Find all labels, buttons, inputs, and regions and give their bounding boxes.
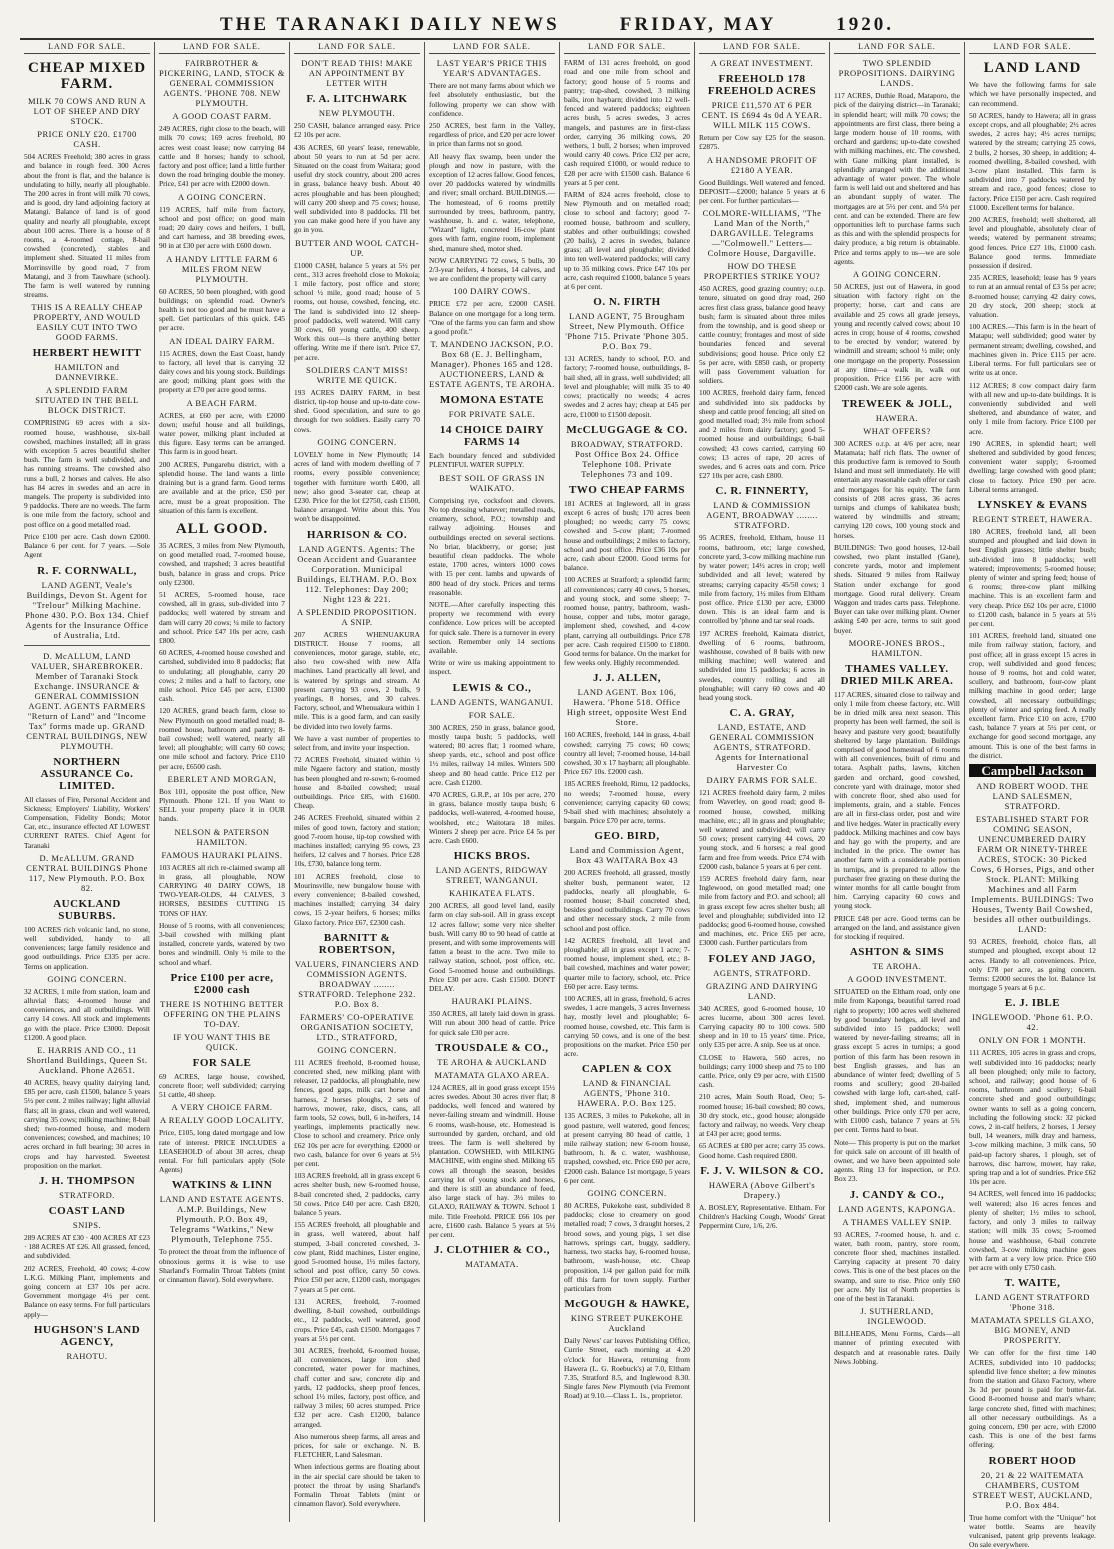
column-heading: LAND FOR SALE.	[294, 42, 420, 54]
ad-subheading: HOW DO THESE PROPERTIES STRIKE YOU?	[703, 261, 821, 282]
ad-subheading: GOING CONCERN.	[317, 436, 397, 447]
ad-body: COMPRISING 69 acres with a six-roomed house, washhouse, six-bail cowshed, machines installed; all in grass with exception 5 acres beautiful shelter bush. The farm is well subdivided, and has running streams. The cowshed also runs a bull, 2 horses and calves. He also has 84 acres in swedes and an acre in mangels. The property is subdivided into 9 paddocks. There are no weeds. The farm is one mile from the factory, school and post office on a good metalled road.	[24, 418, 150, 529]
ad-body: 60 ACRES, 4-roomed house cowshed and cartshed, subdivided into 8 paddocks; flat to undulating; all ploughable, carry 20 cows; 2 miles and a half to factory, one mile school. Price £45 per acre, £1300 cash.	[159, 648, 285, 704]
ad-body: 80 ACRES, Pukekohe east, subdivided 8 paddocks; close to creamery on good metalled road; 7 cows, 3 draught horses, 2 brood sows, and young pigs, 1 set dise harrows, springs cart, buggy, saddlery, harness, two stacks hay, 6-roomed house, bathroom, wash-house, etc. Cheap proposition, 1/4 per gallon paid for milk off this farm for town supply. Further particulars from	[564, 1201, 690, 1293]
agent-name: FOLEY AND JAGO,	[708, 952, 816, 965]
ad-body: 60 ACRES, 50 been ploughed, with good buildings; on splendid road. Owner's health is not too good and he must have a spell. Get particulars of this quick. £45 per acre.	[159, 286, 285, 333]
ad-subheading: 100 DAIRY COWS.	[453, 286, 531, 297]
ad-subheading: GOING CONCERN.	[587, 1188, 667, 1199]
agent-name: O. N. FIRTH	[593, 296, 661, 309]
agent-name: Price £100 per acre, £2000 cash	[170, 971, 274, 996]
column-heading: LAND FOR SALE.	[969, 42, 1096, 54]
ad-body: Daily News' car leaves Publishing Office, Currie Street, each morning at 4.20 o'clock for Hawera, returning from Hawera (L. G. Roebuck's) at 7.0, Eltham 7.35, Stratford 8.5, and Inglewood 8.30. Single fares New Plymouth (via Fremont Road) at 9.10.—Class L. 1s., proprietor.	[564, 1336, 690, 1401]
ad-subheading: A GOOD COAST FARM.	[172, 111, 272, 122]
ad-subheading: SNIPS.	[72, 1219, 102, 1230]
ad-body: NOTE.—After carefully inspecting this property we recommend with every confidence. Low prices will be accepted for quick sale. There is a turnover in every section. Remember only 14 sections available.	[429, 599, 555, 655]
ad-body: 72 ACRES Freehold, situated within ½ mile Ngaere factory and station, mostly has been ploughed and re-sown; 6-roomed house and 8-bailed cowshed; usual outbuildings. Price £85, with £1600. Cheap.	[294, 755, 420, 811]
agent-name: T. WAITE,	[1004, 1277, 1061, 1290]
agent-name: J. J. ALLEN,	[592, 672, 662, 685]
agent-name: WATKINS & LINN	[171, 1179, 273, 1192]
ad-subheading: AND ROBERT WOOD. THE LAND SALESMEN, STRATFORD.	[976, 781, 1089, 812]
ad-body: Also numerous sheep farms, all areas and prices, for sale or exchange. N. B. FLETCHER, Land Salesman.	[294, 1431, 420, 1460]
ad-body: All classes of Fire, Personal Accident and Sickness; Employers' Liability, Workers' Compensation, Fidelity Bonds; Motor Car, etc., insurance effected AT LOWEST CURRENT RATES. Chief Agent for Taranaki	[24, 794, 150, 850]
ad-body: Box 101, opposite the post office, New Plymouth. Phone 121. If you Want to SELL your property place it in OUR hands.	[159, 786, 285, 824]
ad-body: 190 ACRES, in splendid heart; well sheltered and subdivided by good fences; convenient water supply; 6-roomed dwelling; large cowshed with good plant; close to factory. Price £90 per acre. Liberal terms arranged.	[969, 438, 1096, 494]
ad-subheading: FARMERS' CO-OPERATIVE ORGANISATION SOCIETY, LTD., STRATFORD,	[299, 1011, 415, 1042]
column-heading: LAND FOR SALE.	[159, 42, 285, 54]
ad-subheading: Land and Commission Agent, Box 43 WAITARA Box 43	[569, 845, 685, 866]
ad-body: 103 ACRES all rich re-claimed swamp all in grass, all ploughable, NOW CARRYING 40 DAIRY COWS, 18 TWO-YEAR-OLDS, 44 CALVES, 3 HORSES, BESIDES CUTTING 15 TONS OF HAY.	[159, 862, 285, 918]
ad-body: 155 ACRES freehold, all ploughable and in grass, well watered, about half stumped, 3-bail concreted cowshed, 3-cow plant, Ridd machines, Lister engine, good 5-roomed house, 1½ miles factory, school and post office, carry 50 cows. Price £50 per acre, £1200 cash, mortgages 7 years at 5 per cent.	[294, 1220, 420, 1294]
ad-body: 180 ACRES, freehold land, all been stumped and ploughed and laid down in best English grasses; little shelter bush; sub-divided into 8 paddocks; well watered; improvements; 5-roomed house; plenty of winter and spring feed; house of 6 rooms; three-cow plant milking machine. This is an excellent farm and very cheap. Price £62 10s per acre, £1000 to £1200 cash, balance in 5 years at 5½ per cent.	[969, 526, 1096, 628]
ad-body: Note— This property is put on the market for quick sale on account of ill health of owner, and we have been appointed sole agents. Ring 13 for inspection, or P.O. Box 23.	[834, 1137, 960, 1184]
ad-subheading: T. MANDENO JACKSON, P.O. Box 68 (E. J. Bellingham, Manager). Phones 165 and 128. AUCTIONEERS, LAND & ESTATE AGENTS, TE AROHA.	[429, 339, 555, 390]
ad-subheading: BROADWAY, STRATFORD. Post Office Box 24. Office Telephone 108. Private Telephones 73 and 109.	[570, 438, 684, 479]
agent-name: 14 CHOICE DAIRY FARMS 14	[439, 424, 545, 449]
ad-body: 111 ACRES freehold, 8-roomed house, concreted shed, new milking plant with releaser, 12 paddocks, all ploughable, new fences, good gaps, milk cart horse and harness, 2 horses ploughs, 2 sets of harrows, mower, rake, discs, cans, all farm tools, 52 cows, bull, 6 in-heifers, 14 yearlings, implements practically new. Close to school and creamery. Price only £62 10s per acre for everything. £2000 or two cash, balance for over 6 years at 5½ per cent.	[294, 1057, 420, 1169]
ad-subheading: THIS IS A REALLY CHEAP PROPERTY, AND WOULD EASILY CUT INTO TWO GOOD FARMS.	[31, 302, 143, 343]
ad-subheading: WHAT OFFERS?	[863, 425, 931, 436]
ad-body: Comprising rye, cocksfoot and clovers. No top dressing whatever; metalled roads, creamery, school, P.O.; township and railway adjoining. Houses and outbuildings erected on several sections. No briar, blackberry, or gorse; just beautiful clean paddocks. The whole estate, 1700 acres, winters 1000 cows with 15 per cent. lambs and upwards of 800 head of dry stock. Prices and terms reasonable.	[429, 495, 555, 597]
ad-body: 246 ACRES Freehold, situated within 2 miles of good town, factory and station; good 7-room house, tip-top cowshed with machines installed; carrying 95 cows, 23 heifers, 12 calves and 7 horses. Price £28 10s, £730, balance long term.	[294, 813, 420, 869]
ad-subheading: LAND, ESTATE, AND GENERAL COMMISSION AGENTS, STRATFORD. Agents for International Harvester Co	[709, 722, 815, 773]
agent-name: C. R. FINNERTY,	[715, 485, 809, 498]
ad-subheading: A SPLENDID FARM SITUATED IN THE BELL BLOCK DISTRICT.	[35, 385, 139, 416]
ad-body: Good Buildings. Well watered and fenced. DEPOSIT—£2000; balance 5 years at 6 per cent. For further particulars—	[699, 177, 825, 206]
agent-name: McGOUGH & HAWKE,	[564, 1298, 690, 1311]
column-heading: LAND FOR SALE.	[834, 42, 960, 54]
ad-subheading: LAND AGENT, Veale's Buildings, Devon St. Agent for "Trelour" Milking Machine. Phone 430. P.O. Box 134. Chief Agents for the Insurance Office of Australia, Ltd.	[25, 579, 149, 640]
ad-body: 181 ACRES at Ingleword, all in grass except 6 acres of bush; 170 acres been ploughed; no weeds; carry 75 cows; cowshed and 5-cow plant; 7-roomed house and outbuildings; 2 miles to factory, school and post office. Price £36 10s per acre, cash about £2000. Good terms for balance.	[564, 498, 690, 573]
agent-name: GEO. BIRD,	[594, 830, 660, 843]
ad-body: 300 ACRES o.r.p. at 4/6 per acre, near Matamata; half rich flats. The owner of this productive farm is removed to South Island and must sell immediately. He will entertain any reasonable cash offer or cash and mortgages for his equity. The farm consists of 208 acres grass, 36 acres turnips and clumps of kahikatea bush; watered by windmills and stream; carrying 120 cows, 100 young stock and horses.	[834, 438, 960, 540]
ad-subheading: A GOING CONCERN.	[177, 191, 267, 202]
ad-subheading: HAMILTON and DANNEVIRKE.	[54, 362, 120, 383]
ad-subheading: LAST YEAR'S PRICE THIS YEAR'S ADVANTAGES.	[436, 58, 548, 79]
ad-subheading: VALUERS, FINANCIERS AND COMMISSION AGENTS. BROADWAY ........ STRATFORD. Telephone 232. P.O. Box 8.	[295, 958, 419, 1009]
agent-name: ASHTON & SIMS	[849, 946, 945, 959]
ad-body: 69 ACRES, large house, cowshed, concrete floor; well subdivided; carrying 51 cattle, 40 sheep.	[159, 1071, 285, 1100]
ad-subheading: DAIRY FARMS FOR SALE.	[706, 775, 818, 786]
agent-name: TROUSDALE & CO.,	[435, 1041, 549, 1054]
ad-body: 120 ACRES, grand beach farm, close to New Plymouth on good metalled road; 8-roomed house, bathroom and pantry; 8-bail cowshed; well watered, nearly all level; all ploughable; will carry 60 cows; one mile school and factory. Price £110 per acre, £6500 cash.	[159, 706, 285, 771]
agent-name: BARNITT & ROBERTSON,	[318, 931, 396, 956]
agent-name: R. F. CORNWALL,	[37, 564, 137, 577]
ad-subheading: STRATFORD.	[59, 1189, 115, 1200]
ad-subheading: 20, 21 & 22 WAITEMATA CHAMBERS, CUSTOM STREET WEST, AUCKLAND, P.O. Box 484.	[972, 1469, 1093, 1510]
ad-body: Each boundary fenced and subdivided PLENTIFUL WATER SUPPLY.	[429, 451, 555, 470]
ad-body: We can offer for the first time 140 ACRES, subdivided into 10 paddocks; splendid live fence shelter; a few minutes from the station and Glaxo Factory, where 3s 3d per pound is paid for butter-fat. Good 8-roomed house and man's whare; large concrete shed, fitted with machines; all other necessary outbuildings. As a going concern, £90 per acre, with £2000 cash. This is one of the best farms offering.	[969, 1348, 1096, 1450]
ad-subheading: EBERLET AND MORGAN,	[167, 773, 277, 784]
ad-subheading: LAND AGENTS, WANGANUI.	[430, 696, 554, 707]
ad-body: 95 ACRES, freehold, Eltham, house 11 rooms, bathroom, etc; large cowshed, concrete yard, 3-cow milking machine run by water power; 14½ acres in crop; well subdivided and all level; watered by streams; carrying capacity 45/50 cows; 1 mile from factory, 1½ miles from Eltham post office. Price £130 per acre, £3000 down. This is an ideal farm and is controlled by 'phone and tar seal roads.	[699, 533, 825, 626]
ad-body: Write or wire us making appointment to inspect.	[429, 658, 555, 677]
ad-subheading: D. McALLUM. GRAND CENTRAL BUILDINGS Phone 117, New Plymouth. P.O. Box 82.	[26, 852, 148, 893]
ad-subheading: LAND AGENTS, RIDGWAY STREET, WANGANUI.	[435, 865, 549, 886]
ad-body: 289 ACRES AT £30 · 400 ACRES AT £23 · 188 ACRES AT £26. All grassed, fenced, and subdivided.	[24, 1232, 150, 1261]
agent-name: NORTHERN ASSURANCE Co. LIMITED.	[40, 755, 134, 792]
ad-body: 340 ACRES, good 6-roomed house, 10 acres lucerne, about 300 acres level. Carrying capacity 80 to 100 cows. 500 sheep and in 10 to 15 years' time. Price, only £35 per acre. A snip. See us at once.	[699, 1003, 825, 1050]
column-3	[290, 42, 425, 1522]
ad-subheading: TE AROHA.	[872, 961, 922, 972]
ad-body: 51 ACRES, 5-roomed house, race cowshed, all in grass, sub-divided into 7 paddocks; well watered by stream and dam will carry 20 cows; ¼ mile to factory and school. Price £47 10s per acre, cash £800.	[159, 589, 285, 645]
agent-name: HUGHSON'S LAND AGENCY,	[33, 1323, 141, 1348]
ad-body: All heavy flax swamp, been under the plough and now in pasture, with the exception of 12 acres fallow. Good fences, over 20 paddocks watered by windmills and river; small orchard. BUILDINGS.—The homestead, of 6 rooms prettily surrounded by trees, bathroom, pantry, washhouse, h. and c. water, telephone, "Wizard" light, concreted 16-cow plant goes with farm, engine room, implement shed, manure shed, motor shed.	[429, 151, 555, 253]
agent-name: TWO CHEAP FARMS	[568, 483, 686, 496]
ad-body: 100 ACRES at Stratford; a splendid farm; all conveniences; carry 40 cows, 5 horses, and young stock, and some sheep; 7-roomed house, pantry, bathroom, wash-house, copper and tubs, motor garage, implement shed, cowshed, and 4-cow plant, carrying all outbuildings. Price £78 per acre. Cash required £1500 to £1800. Good terms for balance. On the market for few weeks only. Highly recommended.	[564, 575, 691, 668]
ad-body: 103 ACRES freehold, all in grass except 6 acres shelter bush, new 6-roomed house, 8-bail concreted shed, 2 paddocks, carry 50 cows. Price £40 per acre. Cash £820, balance 5 years.	[294, 1171, 420, 1218]
ad-body: SITUATED on the Eltham road, only one mile from Kaponga, beautiful tarred road right to property; 100 acres well sheltered by good boundary hedges, all level and subdivided into 15 paddocks; well watered by never-failing streams; all in grass except 5 acres in turnips; a good portion of this farm has been resown in best English grasses, and has an abundance of winter feed; dwelling of 5 rooms and scullery; good 20-bailed cowshed with large loft, cart-shed, calf-shed, implement shed, and numerous other buildings. Price only £70 per acre, with £1000 cash, balance 7 years at 5¾ per cent. Terms hard to beat.	[834, 987, 960, 1135]
ad-body: 210 acres, Main South Road, Oeo; 5-roomed house; 16-bail cowshed; 80 cows, 30 dry stock, etc., good house; alongside factory and railway, no weeds. Very cheap at £43 per acre; good terms.	[699, 1092, 825, 1139]
ad-body: 50 ACRES, just out of Hawera, in good situation with factory right on the property; horse, cart and cans are available and 25 cows all grade jerseys, young and recently calved cows; about 10 acres in crop; house of 4 rooms, cowshed to be erected by vendor; watered by windmill and stream; school ½ mile; only one mortgage on the property. Possession at any time—a walk in, walk out proposition. Price £156 per acre with £2000 cash. We are sole agents.	[834, 282, 960, 393]
ad-body: 250 ACRES, best farm in the Valley, regardless of price, and £20 per acre lower in price than farms not so good.	[429, 121, 555, 149]
ad-subheading: LAND AGENT. Box 106, Hawera. 'Phone 518. Office High street, opposite West End Store.	[566, 687, 688, 728]
ad-subheading: A HANDY LITTLE FARM 6 MILES FROM NEW PLYMOUTH.	[166, 253, 278, 284]
ad-body: 93 ACRES, 7-roomed house, h. and c. water, bath room, pantry, store room, concrete floor shed, machines installed. Carrying capacity at present 70 dairy cows. This is one of the best places on the swamp, and sure to rise. Price only £60 per acre. My list of North properties is one of the best in Taranaki.	[834, 1229, 960, 1303]
ad-body: 100 ACRES.—This farm is in the heart of Matapu; well subdivided; good water by permanent stream; dwelling, cowshed, and machines given in. Price £115 per acre. Liberal terms. For full particulars see or write us at once.	[969, 322, 1096, 378]
ad-subheading: LAND AGENT STRATFORD 'Phone 318.	[975, 1292, 1090, 1313]
ad-body: There are not many farms about which we feel absolutely enthusiastic, but the following property we can show with confidence.	[429, 81, 555, 118]
ad-subheading: KING STREET PUKEKOHE Auckland	[570, 1313, 684, 1334]
ad-subheading: SOLDIERS CAN'T MISS! WRITE ME QUICK.	[305, 364, 409, 385]
ad-subheading: LAND AND ESTATE AGENTS. A.M.P. Buildings, New Plymouth. P.O. Box 49, Telegrams "Watkins," New Plymouth, Telephone 755.	[159, 1194, 285, 1245]
ad-body: NOW CARRYING 72 cows, 5 bulls, 30 2/3-year heifers, 4 horses, 14 calves, and we are confident the property will carry	[429, 255, 555, 284]
column-5	[560, 42, 695, 1522]
ad-subheading: INGLEWOOD. 'Phone 61. P.O. 42.	[971, 1012, 1093, 1033]
ad-body: We have a vast number of properties to select from, and invite your inspection.	[294, 733, 420, 752]
masthead-day: FRIDAY, MAY	[619, 14, 777, 35]
ad-body: 200 ACRES, freehold; well sheltered, all level and ploughable, absolutely clear of weeds; watered by permanent streams; good fences. Price £27 10s, £1000 cash. Balance good terms. Immediate possession if desired.	[969, 215, 1096, 271]
masthead	[20, 14, 1094, 40]
ad-subheading: NEW PLYMOUTH.	[318, 108, 396, 119]
ad-body: 50 ACRES, handy to Hawera; all in grass except crops, and all ploughable; 2½ acres swedes, 2 acres hay; 4½ acres turnips; watered by the stream; carrying 25 cows, 2 bulls, 2 horses, 30 sheep, in addition; 4-roomed dwelling, 8-bailed cowshed, with 3-cow plant installed. This farm is subdivided into 7 paddocks watered by stream and race, good fences; close to factory. Price £150 per acre. Cash required £1000. Excellent terms for balance.	[969, 110, 1096, 212]
ad-subheading: GRAZING AND DAIRYING LAND.	[706, 980, 818, 1001]
column-heading: LAND FOR SALE.	[699, 42, 825, 54]
agent-name: MOMONA ESTATE	[439, 394, 545, 407]
ad-subheading: LAND AGENTS, KAPONGA.	[838, 1203, 956, 1214]
ad-body: 250 CASH, balance arranged easy. Price £2 10s per acre.	[294, 121, 420, 140]
ad-subheading: HAWERA.	[875, 412, 919, 423]
ad-body: 100 ACRES rich volcanic land, no stone, well subdivided, handy to all conveniences; large family residence and good outbuildings. Price £335 per acre. Terms on application.	[24, 924, 150, 971]
column-2	[155, 42, 290, 1522]
masthead-year: 1920.	[836, 14, 895, 35]
ad-subheading: TWO SPLENDID PROPOSITIONS. DAIRYING LANDS.	[838, 58, 956, 89]
divider	[24, 645, 150, 646]
ad-body: 131 ACRES, freehold, 7-roomed dwelling, 8-bail cowshed, outbuildings etc., 12 paddocks, well watered, good crops. Price £45, cash £1500. Mortgages 7 years at 5½ per cent.	[294, 1296, 420, 1343]
ad-subheading: DON'T READ THIS! MAKE AN APPOINTMENT BY LETTER WITH	[301, 58, 413, 89]
ad-body: 40 ACRES, heavy quality dairying land, £85 per acre, cash £1500, balance 5 years 5½ per cent. 2 miles railway; light alluvial flats; all in grass, clean and well watered, carrying 35 cows; milking machine; 8-bail shed; two-roomed house, and modern conveniences; cowshed, and machines; 10 acres orchard in full bearing; 30 acres in crops and hay harvested. Sweetest proposition on the market.	[24, 1077, 150, 1170]
ad-subheading: A REALLY GOOD LOCALITY.	[160, 1115, 284, 1126]
ad-subheading: MILK 70 COWS AND RUN A LOT OF SHEEP AND DRY STOCK.	[28, 96, 146, 127]
ad-subheading: FAMOUS HAURAKI PLAINS.	[161, 849, 283, 860]
ad-body: 65 ACRES at £80 per acre; carry 35 cows. Good home. Cash required £800.	[699, 1141, 825, 1160]
ad-subheading: GOING CONCERN.	[47, 973, 127, 984]
ad-body: 160 ACRES, freehold, 144 in grass, 4-bail cowshed; carrying 75 cows; 60 cows; country all level; 7-roomed house, 14-bail cowshed, 30 x 17 haybarn; all ploughable. Price £67 10s. £2000 cash.	[564, 730, 690, 777]
ad-subheading: IF YOU WANT THIS BE QUICK.	[173, 1031, 271, 1052]
agent-name: F. J. V. WILSON & CO.	[700, 1164, 824, 1177]
ad-subheading: FOR SALE.	[468, 709, 516, 720]
agent-name: THAMES VALLEY. DRIED MILK AREA.	[840, 662, 954, 687]
column-heading: LAND FOR SALE.	[429, 42, 555, 54]
ad-subheading: MATAMATA GLAXO AREA.	[434, 1069, 550, 1080]
ad-headline: CHEAP MIXED FARM.	[27, 60, 147, 93]
ad-subheading: FOR PRIVATE SALE.	[448, 409, 536, 420]
ad-subheading: TE AROHA & AUCKLAND	[437, 1056, 547, 1067]
ad-body: PRICE £48 per acre. Good terms can be arranged on the land, and assistance given for stocking if required.	[834, 913, 960, 942]
ad-subheading: A GREAT INVESTMENT.	[710, 58, 814, 69]
agent-name: J. CLOTHIER & CO.,	[434, 1244, 550, 1257]
ad-body: 135 ACRES, 3 miles to Pukekohe, all in good pasture, well watered, good fences; at present carrying 80 head of cattle, 1 mile railway station; new 6-room house, bathroom, h. & c. water, washhouse, trapshed, cowshed, etc. Price £60 per acre, £2000 cash. Balance 1st mortgage, 5 years 6 per cent.	[564, 1111, 691, 1185]
ad-subheading: HAWERA (Above Gilbert's Drapery.)	[708, 1179, 816, 1200]
ad-body: 504 ACRES Freehold; 380 acres in grass and balance in rough feed. 300 Acres about the front is flat, and the balance is undulating to hilly, nearly all ploughable. The 200 acres in front will milk 70 cows, and is good, dry land adjoining factory at Matangi. Balance of land is of good quality and nearly all ploughable, except about 100 acres. There is a house of 8 rooms, a 4-roomed cottage, 8-bail cowshed (concreted), stables and implement shed. Situated 11 miles from Morrinsville by good road, 7 from Matangi, and 3 from Tauwhare (school). The farm is well watered by running streams.	[24, 152, 150, 300]
ad-body: ACRES, at £60 per acre, with £2000 down; useful house and all buildings, water power, milking plant included at this figure. Easy terms can be arranged. This farm is in good heart.	[159, 410, 285, 457]
ad-body: 93 ACRES, freehold, choice flats, all stumped and ploughed, except about 12 acres. Handy to all conveniences. Price, only £78 per acre, as going concern. Terms: £2000 secures the lot. Balance 1st mortgage 5 years at 6 p.c.	[969, 937, 1096, 993]
ad-body: 193 ACRES DAIRY FARM, in best district, tip-top house and up-to-date cow-shed. Good speculation, and sure to go through for two soldiers. Easily carry 70 cows.	[294, 387, 420, 434]
ad-headline: LAND LAND	[983, 60, 1082, 77]
ad-body: 200 ACRES, all good level land, easily farm on clay sub-soil. All in grass except 12 acres fallow; some very nice shelter bush. Will carry 80 to 90 head of cattle at present, and with some improvements will fatten a beast to the acre. Two mile to railway station, school, post office, etc. Good 5-roomed house and outbuildings. Price £30 per acre. Cash £1500. DON'T DELAY.	[429, 901, 555, 994]
ad-body: 249 ACRES, right close to the beach, will milk 70 cows; 169 acres freehold, 80 acres west coast lease; now carrying 84 cattle and 8 horses; handy to school, factory and post office; land a little further down the road bringing double the money. Price, £41 per acre with £2000 down.	[159, 124, 285, 189]
ad-subheading: THERE IS NOTHING BETTER OFFERING ON THE PLAINS TO-DAY.	[160, 998, 284, 1029]
ad-subheading: BUTTER AND WOOL CATCH-UP.	[294, 237, 420, 258]
ad-subheading: HAURAKI PLAINS.	[451, 996, 533, 1007]
ad-subheading: PRICE £11,570 AT 6 PER CENT. IS £694 4s 0d A YEAR. WILL MILK 115 COWS.	[701, 100, 823, 131]
column-1	[20, 42, 155, 1522]
column-6	[695, 42, 830, 1522]
ad-subheading: COLMORE-WILLIAMS, "The Land Man of the North," DARGAVILLE. Telegrams—"Colmowell." Letters—Colmore House, Dargaville.	[702, 208, 822, 259]
ad-subheading: A GOING CONCERN.	[852, 269, 942, 280]
ad-subheading: MOORE-JONES BROS., HAMILTON.	[848, 637, 946, 658]
ad-body: 111 ACRES, 105 acres in grass and crops, well subdivided into 16 paddocks; nearly all been ploughed; only mile to factory, school, and railway; good house of 6 rooms, bathroom and scullery; 6-bail concrete shed and good outbuildings; owner wants to sell as a going concern, including the following stock: 32 picked cows, 2 in-calf heifers, 2 horses, 1 Jersey bull, 14 weaners, milk dray and harness, 3-cow milking machine, 3 milk cans, 50 paid-up factory shares, 1 plough, set of harrows, disc harrow, mower, hay rake, spring trap and a lot of sundries. Price £62 10s per acre.	[969, 1048, 1096, 1187]
ad-body: 115 ACRES, down the East Coast, handy to factory, all level that is carrying 32 dairy cows and his young stock. Buildings are good; milking plant goes with the property at £70 per acre good terms.	[159, 348, 285, 395]
ad-subheading: A SPLENDID PROPOSITION. A SNIP.	[297, 606, 417, 627]
ad-body: When infectious germs are floating about in the air special care should be taken to protect the throat by using Sharland's Formalin Throat Tablets (mint or cinnamon flavor). Sold everywhere.	[294, 1462, 420, 1509]
ad-body: 450 ACRES, good grazing country; o.r.p. tenure, situated on good dray road, 260 acres first class grass, balance good heavy bush; farm is situated about three miles from the township, and is good sheep or cattle country; frontages and most of side boundaries fenced and several subdivisions; good house. Price only £2 5s per acre, with £850 cash, or property will pass Government valuation for soldiers.	[699, 284, 825, 386]
ad-subheading: A BEACH FARM.	[186, 397, 258, 408]
ad-subheading: RAHOTU.	[66, 1350, 108, 1361]
ad-body: House of 5 rooms, with all conveniences; 3-bail cowshed with milking plant installed, concrete yards, watered by two bores and windmill. Only ½ mile to the school and wharf.	[159, 920, 285, 967]
agent-name: McCLUGGAGE & CO.	[566, 423, 688, 436]
agent-banner: Campbell Jackson	[969, 764, 1096, 777]
ad-subheading: LAND & FINANCIAL AGENTS, 'Phone 310. HAWERA. P.O. Box 125.	[577, 1078, 677, 1109]
ad-body: 159 ACRES freehold dairy farm, near Inglewood, on good metalled road; one mile from factory and P.O. and school; all in grass except few acres shelter bush; all level and ploughable; subdivided into 12 paddocks; good 6-roomed house, cowshed and machines, etc. Price £65 per acre, £3000 cash. Further particulars from	[699, 873, 825, 948]
ad-body: 119 ACRES, half mile from factory, school and post office; on good main road; 20 dairy cows and heifers, 1 bull, and cart harness, and 38 breeding ewes, 90 in at £30 per acre with £600 down.	[159, 204, 285, 251]
masthead-title: THE TARANAKI DAILY NEWS	[219, 14, 560, 35]
ad-body: 101 ACRES freehold, close to Mourinsville, new bungalow house with every convenience; 8-bailed cowshed, machines installed; carrying 34 dairy cows, 15 2-year heifers, 6 horses; milks Glaxo factory. Price £67, £2300 cash.	[294, 871, 420, 927]
ad-body: Return per Cow say £25 for the season. £2875.	[699, 133, 825, 152]
ad-subheading: A GOOD INVESTMENT.	[847, 974, 947, 985]
column-7	[830, 42, 965, 1522]
ad-body: PRICE £72 per acre, £2000 CASH. Balance on one mortgage for a long term. "One of the farms you can farm and show a good profit."	[429, 299, 555, 337]
agent-name: TREWEEK & JOLL,	[841, 397, 953, 410]
ad-body: 142 ACRES freehold, all level and ploughable; all in grass except 1 acre; 7-roomed house, implement shed, etc.; 8-bail cowshed, machines and water power; quarter mile to factory, school, etc. Price £60 per acre. Easy terms.	[564, 935, 690, 991]
ad-body: CLOSE to Hawera, 560 acres, no buildings; carry 1000 sheep and 75 to 100 cattle. Price, only £9 per acre, with £1500 cash.	[699, 1052, 825, 1090]
agent-name: HERBERT HEWITT	[32, 347, 142, 360]
ad-body: We have the following farms for sale which we have personally inspected, and can recommend.	[969, 80, 1096, 108]
ad-subheading: A THAMES VALLEY SNIP.	[842, 1216, 952, 1227]
ad-body: 117 ACRES, situated close to railway and only 1 mile from cheese factory, etc. Will be in dried milk area next season. This property has been well farmed, the soil is heavy and pasture very good; beautifully sheltered by large plantation. Buildings comprised of good homestead of 6 rooms with all conveniences, built of rimu and totara. Asphalt paths, lawns, kitchen garden and orchard, good cowshed, concrete yard with drainage, motor shed with concrete floor, shed also used for implements, grain, and a stable. Fences are all in first-class order, post and wire and live hedges. Water in practically every paddock. Milking machines and cow bays and hay go with the property, and are included in the price. The owner has another farm with a considerable portion in turnips, and is prepared to allow the purchaser free grazing on these during the winter months for all cattle bought from him. Carrying capacity 60 cows and young stock.	[834, 689, 960, 911]
agent-name: FREEHOLD 178 FREEHOLD ACRES	[707, 73, 817, 98]
ad-headline: ALL GOOD.	[175, 520, 269, 537]
ad-subheading: PRICE ONLY £20. £1700 CASH.	[37, 129, 137, 150]
ad-subheading: LAND AGENT, 75 Brougham Street, New Plymouth. Office 'Phone 715. Private 'Phone 305. P.O. Box 79.	[565, 311, 689, 352]
agent-name: LYNSKEY & EVANS	[977, 498, 1088, 511]
ad-body: 235 ACRES, leasehold; lease has 9 years to run at an annual rental of £3 5s per acre; 8-roomed house; carrying 42 dairy cows, 20 dry stock, 200 sheep; stock at valuation.	[969, 273, 1096, 320]
ad-body: 121 ACRES freehold dairy farm, 2 miles from Waverley, on good road; good 8-roomed house, cowshed, milking machine, etc.; all in grass and ploughable; well watered and subdivided; will carry 50 cows; present carrying 44 cows, 20 young stock, and 6 horses; a real good farm and free from weeds. Price £74 with £2000 cash, balance 5 years at 6 per cent.	[699, 788, 825, 871]
agent-name: C. A. GRAY,	[729, 707, 795, 720]
ad-body: 436 ACRES, 60 years' lease, renewable, about 50 years to run at 5d per acre. Situated on the coast from Waitara; good useful dry stock country, about 200 acres in grass, balance heavy bush. About 40 acres ploughable and has been ploughed; will carry 200 sheep and 75 cows; house, well subdivided into 8 paddocks. I'll bet you can make good here if you have any go in you.	[294, 142, 420, 235]
ad-body: FARM of 824 acres freehold, close to New Plymouth and on metalled road; close to school and factory; good 7-roomed house, bathroom and scullery, stables and other outbuildings; cowshed (20 bails), 2 acres in swedes, balance grass; all level and ploughable; divided into ten well-watered paddocks; will carry up to 35 milking cows. Price £47 10s per acre, cash required £1000, balance 5 years at 6 per cent.	[564, 190, 690, 292]
agent-name: E. J. IBLE	[1004, 997, 1061, 1010]
ad-subheading: MATAMATA SPELLS GLAXO, BIG MONEY, AND PROSPERITY.	[970, 1315, 1095, 1346]
agent-name: CAPLEN & COX	[581, 1063, 673, 1076]
agent-name: F. A. LITCHWARK	[306, 93, 408, 106]
ad-body: £1000 CASH, balance 5 years at 5½ per cent., 313 acres freehold close to Mokoia; 1 mile factory, post office and store; school ½ mile, good road; house of 5 rooms, out house, cowshed, fencing, etc. The land is subdivided into 12 sheep-proof paddocks, well watered. Will carry 30 cows, 60 young cattle, 400 sheep. Work this out—is there anything better offering. Write me if there isn't. Price £7, per acre.	[294, 260, 420, 362]
ad-body: 470 ACRES, G.R.P., at 10s per acre, 270 in grass, balance mostly taupa bush; 6 paddocks, well-watered, 4-roomed house, woolshed, etc.; Waitotara 18 miles. Winters 2 sheep per acre. Price £4 5s per acre. Cash £600.	[429, 789, 555, 845]
ad-body: 207 ACRES WHENUAKURA DISTRICT. House 7 rooms, all conveniences, motor garage, stable, etc, also two cow-shed with new Alfa machines. Land practically all level, and is watered by springs and stream. At present carrying 93 cows, 2 bulls, 9 yearlings, 8 horses, and 30 calves. Factory, school, and Whenuakura within 1 mile. This is a good farm, and can easily be divided into two lovely farms.	[294, 629, 420, 731]
ad-subheading: E. HARRIS AND CO., 11 Shortland Buildings, Queen St. Auckland. Phone A2651.	[26, 1044, 148, 1075]
agent-name: AUCKLAND SUBURBS.	[53, 897, 121, 922]
ad-body: Price £100 per acre. Cash down £2000. Balance 6 per cent. for 7 years. —Sole Agent	[24, 531, 150, 560]
ad-body: 112 ACRES; 8 cow compact dairy farm with all new and up-to-date buildings. It is conveniently subdivided and well sheltered, and abundance of water, and only 1 mile from factory. Price £100 per acre.	[969, 380, 1096, 436]
ad-subheading: LAND AGENTS. Agents: The Ocean Accident and Guarantee Corporation. Municipal Buildings, ELTHAM. P.O. Box 112. Telephones: Day 200; Night 123 & 221.	[296, 543, 418, 604]
agent-name: FOR SALE	[192, 1056, 252, 1069]
ad-subheading: ONLY ON FOR 1 MONTH.	[978, 1035, 1087, 1046]
ad-body: 101 ACRES, freehold land, situated one mile from railway station, factory, and post office; all in grass except 15 acres in crop, well subdivided and good fences; house of 9 rooms, hot and cold water, scullery, and bathroom, four-cow plant milking machine in good order; large cowshed, all necessary outbuildings; plenty of winter and spring feed. A really excellent farm. Price £10 on acre, £700 cash, balance 7 years at 5½ per cent, or exchange for good second mortgage, any amount. This is one of the best farms in the district.	[969, 631, 1096, 760]
ad-body: LOVELY home in New Plymouth; 14 acres of land with modern dwelling of 7 rooms, every possible convenience; together with furniture worth £400, all new; also good 3-seater car, cheap at £230. Price for the lot £2750, cash £1500, balance arranged. Write about this. You won't be disappointed.	[294, 449, 420, 524]
column-heading: LAND FOR SALE.	[564, 42, 690, 54]
ad-body: 197 ACRES freehold, Kaimata district, dwelling of 6 rooms, bathroom, washhouse, cowshed of 8 bails with new milking machine; well watered and subdivided into 15 paddocks; 6 acres in swedes, country rolling and all ploughable; will carry 60 cows and 40 head young stock.	[699, 628, 825, 702]
ad-body: 200 ACRES freehold, all grassed, mostly shelter bush, permanent water, 12 paddocks, nearly all ploughable, 6-roomed house; 8-bail concreted shed, besides good outbuildings. Carry 70 cows and other necessary stock, 2 mile from school and post office.	[564, 868, 690, 933]
ad-subheading: BEST SOIL OF GRASS IN WAIKATO.	[439, 472, 545, 493]
ad-subheading: AN IDEAL DAIRY FARM.	[169, 335, 275, 346]
ad-body: 202 ACRES, Freehold, 40 cows; 4-cow L.K.G. Milking Plant, implements and going concern at £37 10s per acre. Government mortgage 4½ per cent. Balance on easy terms. For full particulars apply—	[24, 1263, 150, 1319]
ad-body: 185 ACRES freehold, Rimu, 12 paddocks, no weeds; 7-roomed house, every convenience; carrying capacity 60 cows; 9-bail shed with machines; absolutely a bargain. Price £70 per acre, terms.	[564, 779, 690, 826]
ad-subheading: REGENT STREET, HAWERA.	[972, 513, 1093, 524]
ad-subheading: FAIRBROTHER & PICKERING, LAND, STOCK & GENERAL COMMISSION AGENTS. 'PHONE 708. NEW PLYMOUTH.	[159, 58, 285, 109]
column-heading: LAND FOR SALE.	[24, 42, 150, 54]
ad-subheading: NELSON & PATERSON HAMILTON.	[174, 826, 270, 847]
ad-body: To protect the throat from the influence of obnoxious germs it is wise to use Sharland's Formalin Throat Tablets (mint or cinnamon flavor). Sold everywhere.	[159, 1247, 285, 1285]
ad-body: 350 ACRES, all lately laid down in grass. Will run about 300 head of cattle. Price for quick sale £30 per acre.	[429, 1009, 555, 1037]
ad-subheading: LAND & COMMISSION AGENT, BROADWAY ........ STRATFORD.	[706, 500, 818, 531]
column-4	[425, 42, 560, 1522]
ad-subheading: ESTABLISHED START FOR COMING SEASON, UNENCUMBERED DAIRY FARM OR NINETY-THREE ACRES, STOCK: 30 Picked Cows, 6 Horses, Pigs, and other Stock. PLANT: Milking Machines and all Farm Implements. BUILDINGS: Two Houses, Twenty Bail Cowshed, besides all other outbuildings. LAND:	[970, 814, 1095, 935]
ad-body: BUILDINGS: Two good houses, 12-bail cowshed, two plant installed (Gane), concrete yards, motor and implement sheds. Situated 9 miles from Railway Station under exchange for good mortgage. Good rural delivery. Cream Waggon and trades carts pass. Telephone. Buyer can take over milking plant. Owner asking £40 per acre, terms to suit good buyer.	[834, 542, 960, 635]
ad-subheading: A HANDSOME PROFIT OF £2180 A YEAR.	[706, 154, 818, 175]
agent-name: HICKS BROS.	[453, 850, 531, 863]
ad-subheading: KAHIKATEA FLATS.	[449, 888, 535, 899]
ad-subheading: D. McALLUM, LAND VALUER, SHAREBROKER. Member of Taranaki Stock Exchange. INSURANCE & GENERAL COMMISSION AGENT. AGENTS FARMERS "Return of Land" and "Income Tax" forms made up. GRAND CENTRAL BUILDINGS, NEW PLYMOUTH.	[26, 650, 148, 751]
ad-subheading: AGENTS, STRATFORD.	[713, 967, 811, 978]
ad-body: 32 ACRES, 1 mile from station, loam and alluvial flats; 4-roomed house and conveniences, and all outbuildings. Will carry 14 cows. All stock and implements go with the place. Price £3000. Deposit £1200. A good place.	[24, 986, 150, 1042]
ad-subheading: MATAMATA.	[465, 1259, 519, 1270]
column-8	[965, 42, 1100, 1549]
ad-body: Price, £105, long dated mortgage and low rate of interest. PRICE INCLUDES a LEASEHOLD of about 30 acres, cheap rental. For full particulars apply (Sole Agents)	[159, 1128, 285, 1175]
agent-name: LEWIS & CO.,	[452, 681, 532, 694]
columns	[20, 42, 1100, 1549]
ad-body: 131 ACRES, handy to school, P.O. and factory; 7-roomed house, outbuildings, 8-bail shed, all in grass, well subdivided; all level and ploughable; will milk 35 to 40 cows; practically no weeds; 4 acres swedes and 2 acres hay; cheap at £45 per acre, £1000 to £1500 deposit.	[564, 354, 690, 419]
ad-body: 35 ACRES, 3 miles from New Plymouth, on good metalled road, 7-roomed house, cowshed, and trapshed; 3 acres beautiful bush, balance in grass and crops. Price only £2300.	[159, 540, 285, 587]
ad-body: BILLHEADS, Menu Forms, Cards—all manner of printing executed with despatch and at reasonable rates. Daily News Jobbing.	[834, 1329, 960, 1366]
ad-body: 117 ACRES, Duthie Road, Mataporo, the pick of the dairying district—in Taranaki; in splendid heart; will milk 70 cows; the appointments are first class, there being a large modern house of 10 rooms, with orchard and gardens; up-to-date cowshed with milking machines, etc. The cowshed, with Gane milking plant installed, is splendidly arranged with the additional advantage of water power. The whole farm is well laid out and sheltered and has an abundant supply of water. The mortgages are at 5½ per cent. and 5¼ per cent. and can be extended. There are few opportunities left to purchase farms such as this and with the splendid prospects for dairy produce, a big return is obtainable. Price and terms apply to us—we are sole agents.	[834, 91, 960, 266]
ad-subheading: A VERY CHOICE FARM.	[171, 1102, 273, 1113]
agent-name: J. CANDY & CO.,	[849, 1188, 945, 1201]
ad-body: 200 ACRES, Pungarehu district, with a splendid house. The land wants a little draining but is a grand farm. Good terms are available and at the price, £50 per acre, must be a great proposition. The situation of this farm is excellent.	[159, 459, 285, 515]
ad-body: A. BOSLEY, Representative. Eltham. For Children's Hacking Cough, Woods' Great Peppermint Cure, 1/6, 2/6.	[699, 1202, 825, 1231]
ad-subheading: J. SUTHERLAND, INGLEWOOD.	[860, 1306, 934, 1327]
ad-body: 100 ACRES, all in grass, freehold, 6 acres swedes, 1 acre mangels, 3 acres Inverness hay, mostly level and ploughable; 6-roomed house, cowshed, etc. This farm is carrying 50 cows, and is one of the best propositions on the market. Price £50 per acre.	[564, 994, 690, 1059]
agent-name: J. H. THOMPSON	[38, 1174, 136, 1187]
ad-body: 94 ACRES, well fenced into 16 paddocks; well watered; also 16 acres fences and plenty of shelter; 1½ miles to school, factory, and only 3 miles to railway station; will milk 35 cows; 5-roomed house and washhouse, 6-bail concrete cowshed, 3-cow milking machine goes with farm at a very low price. Price £60 per acre with only £750 cash.	[969, 1189, 1096, 1273]
ad-body: 124 ACRES, all in good grass except 15½ acres swedes. About 30 acres river flat; 8 paddocks, well fenced and watered by never-failing stream and windmill. House 6 rooms, wash-house, etc. Homestead is surrounded by garden, orchard, and old trees. The farm is well sheltered by plantation. COWSHED, with MILKING MACHINE, with engine shed. Milking 65 cows all through the season, besides carrying lot of young stock and horses, and there is still an abundance of feed, also large stack of hay. 3½ miles to GLAXO, RAILWAY & TOWN. School 1 mile. Title Freehold. PRICE £66 10s per acre, £1600 cash. Balance 5 years at 5½ per cent.	[429, 1082, 555, 1240]
ad-body: 300 ACRES, 250 in grass, balance good, mostly taupa bush; 5 paddocks, well watered; 80 acres flat; 1 roomed whare, sheep yards, etc., school and post office 1½ miles, railway 14 miles. Winters 500 sheep and 80 head cattle. Price £12 per acre. Cash £1200.	[429, 722, 555, 787]
ad-body: True home comfort with the "Unique" hot water bottle. Seams are heavily vulcanised, patent grip prevents leakage. On sale everywhere.	[969, 1512, 1096, 1549]
ad-body: FARM of 131 acres freehold, on good road and one mile from school and factory; good house of 5 rooms and pantry; trap-shed, cowshed, 3 milking bails, iron haybarn; divided into 12 well-fenced and watered paddocks; eighteen acres bush, 5 acres swedes, 3 acres mangels, and pastures are in first-class order, carrying 36 milking cows, 20 wethers, 1 bull, 2 horses; when improved would carry 40 cows. Price £32 per acre, cash required £1000, or would reduce to £28 per acre with £1500 cash. Balance 6 years at 5 per cent.	[564, 58, 690, 187]
agent-name: HARRISON & CO.	[306, 528, 408, 541]
ad-body: 301 ACRES, freehold, 6-roomed house, all conveniences, large iron shed concreted, water power for machines, chaff cutter and saw, concrete dip and yards, 12 paddocks, sheep proof fences, school 1½ miles, factory, post office, and railway 3 miles; 60 acres stumped. Price £32 per acre. Cash £1200, balance arranged.	[294, 1345, 420, 1429]
agent-name: ROBERT HOOD	[988, 1454, 1077, 1467]
agent-name: COAST LAND	[48, 1204, 126, 1217]
ad-body: 100 ACRES, freehold dairy farm, fenced and subdivided into six paddocks by sheep and cattle proof fencing; all sited on good metalled road; 3½ mile from school and 2 miles from dairy factory; good 5-roomed house and outbuildings; 6-bail cowshed; 43 cows carried, carrying 60 cows; 13 acres of rape, 20 acres of swedes, and 6 acres oats and corn. Price £27 10s per acre, cash £800.	[699, 388, 825, 481]
ad-subheading: GOING CONCERN.	[317, 1044, 397, 1055]
